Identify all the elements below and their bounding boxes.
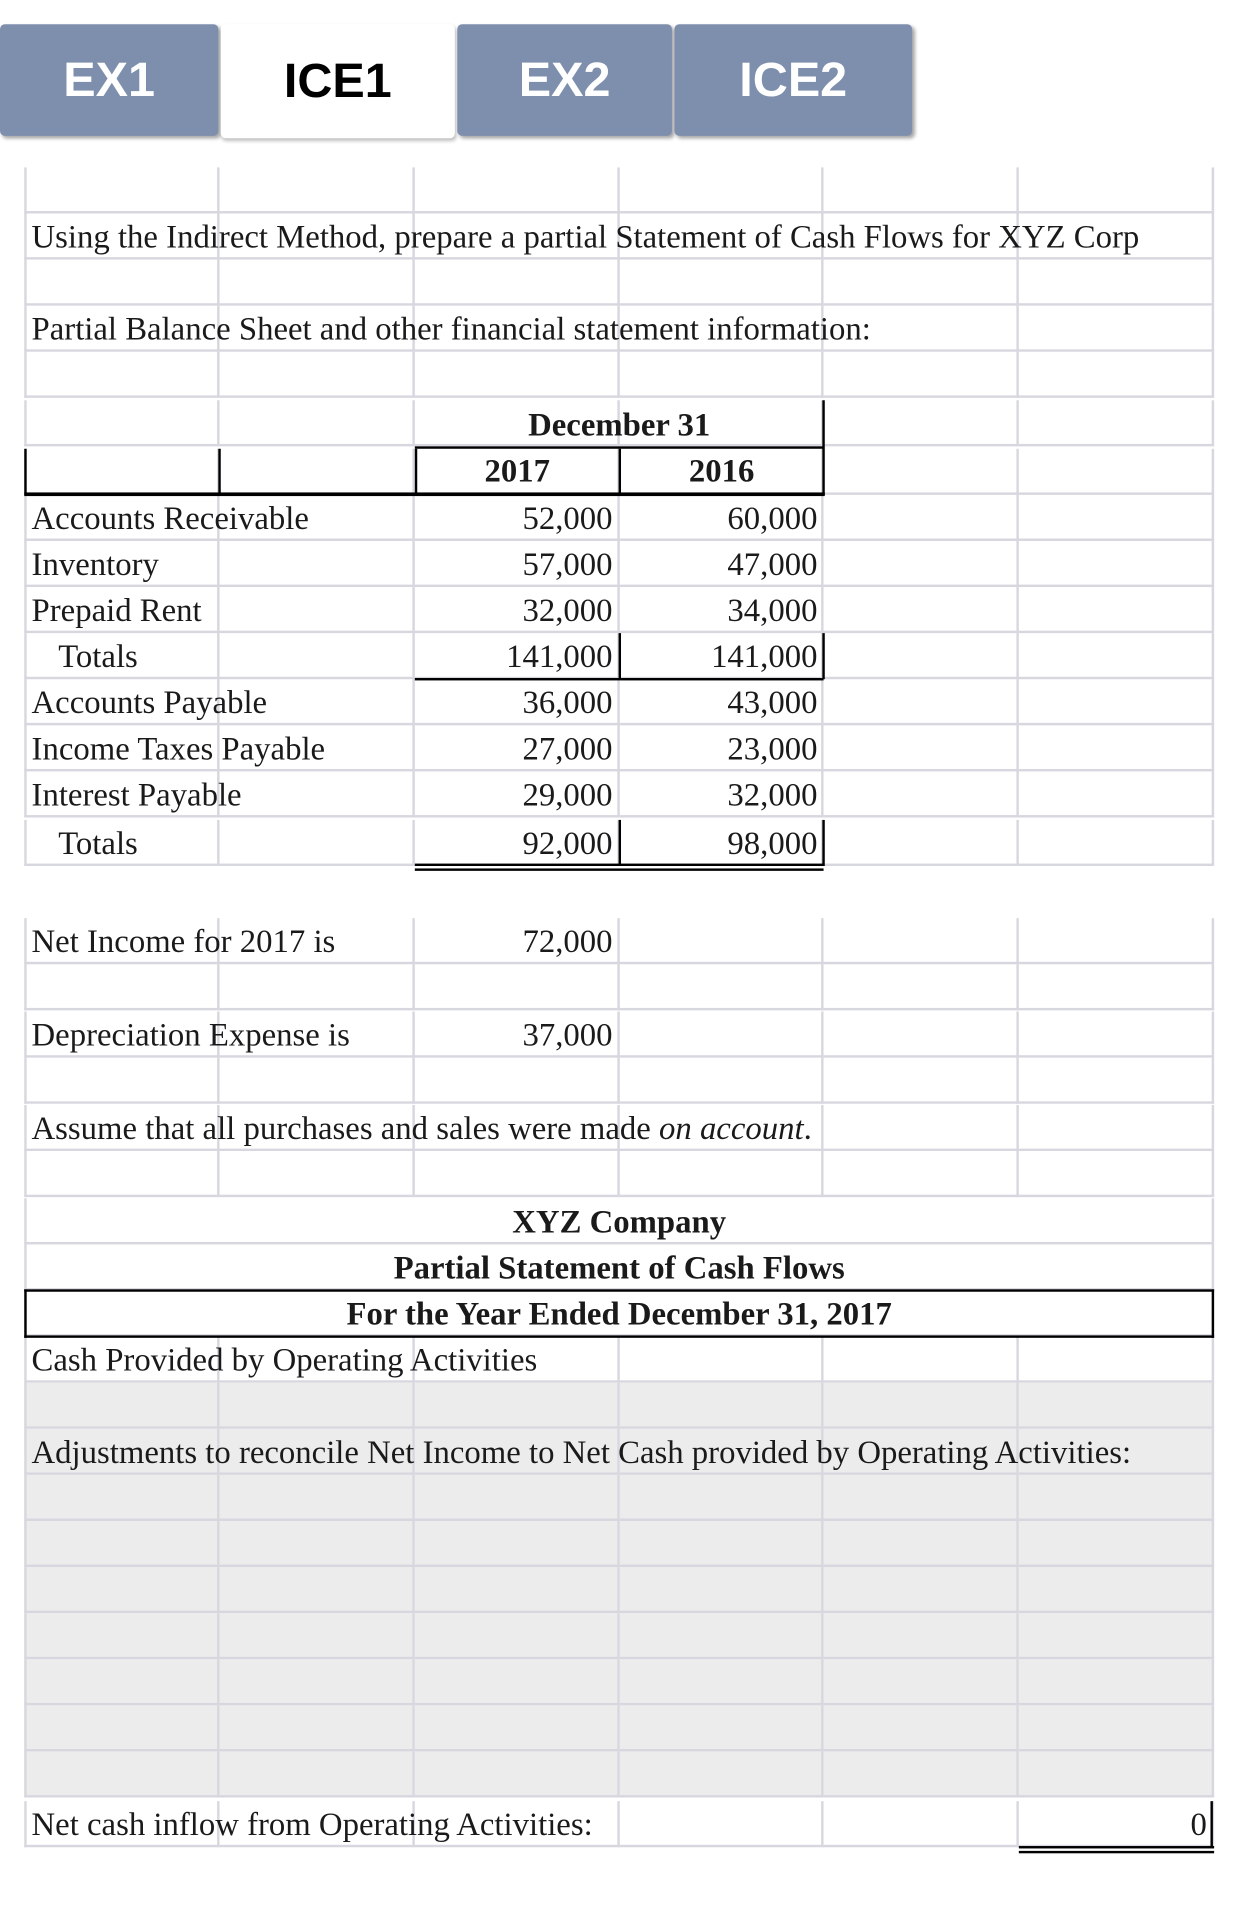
grid-cell[interactable] — [824, 1705, 1019, 1751]
grid-cell[interactable] — [220, 352, 415, 398]
grid-cell[interactable] — [1019, 679, 1214, 725]
grid-cell[interactable] — [24, 1659, 219, 1705]
depreciation-label: Depreciation Expense is — [31, 1016, 350, 1053]
net-cash-right-border — [1210, 1801, 1212, 1847]
bs-value-2016[interactable]: 60,000 — [727, 499, 818, 537]
grid-cell[interactable] — [1019, 587, 1214, 633]
grid-cell[interactable] — [824, 541, 1019, 587]
partial-bs-label: Partial Balance Sheet and other financial statement information: — [31, 310, 871, 347]
bs-value-2017[interactable]: 141,000 — [506, 637, 613, 675]
grid-cell[interactable] — [24, 167, 219, 213]
grid-cell[interactable] — [824, 1058, 1019, 1104]
grid-cell[interactable] — [1019, 352, 1214, 398]
grid-row — [24, 260, 1214, 306]
grid-cell[interactable] — [220, 1751, 415, 1797]
totals1-div — [619, 633, 621, 679]
bs-value-2016[interactable]: 32,000 — [727, 776, 818, 813]
bs-row-label: Accounts Payable — [31, 684, 268, 721]
grid-cell[interactable] — [415, 1058, 620, 1104]
grid-cell[interactable] — [24, 449, 219, 495]
grid-cell[interactable] — [1019, 633, 1214, 679]
grid-cell[interactable] — [220, 1659, 415, 1705]
grid-cell[interactable] — [220, 1567, 415, 1613]
bs-value-2017[interactable]: 57,000 — [522, 545, 613, 583]
net-income-label: Net Income for 2017 is — [31, 923, 336, 960]
bs-row-label: Interest Payable — [31, 776, 242, 813]
bs-value-2017[interactable]: 36,000 — [522, 684, 613, 721]
year-row-left-border — [24, 449, 26, 495]
grid-cell[interactable] — [1019, 1383, 1214, 1429]
tab-label: ICE2 — [739, 52, 848, 107]
totals2-div — [619, 820, 621, 866]
tab-ice2[interactable] — [674, 24, 912, 136]
grid-cell[interactable] — [1019, 820, 1214, 866]
grid-row — [24, 1705, 1214, 1751]
grid-cell[interactable] — [24, 1058, 219, 1104]
grid-cell[interactable] — [824, 1751, 1019, 1797]
grid-cell[interactable] — [415, 1751, 620, 1797]
grid-cell[interactable] — [620, 1151, 824, 1197]
bs-value-2016[interactable]: 34,000 — [727, 591, 818, 629]
grid-cell[interactable] — [220, 587, 415, 633]
grid-cell[interactable] — [824, 260, 1019, 306]
grid-row — [24, 1058, 1214, 1104]
grid-cell[interactable] — [24, 400, 219, 446]
grid-cell[interactable] — [620, 1058, 824, 1104]
grid-cell[interactable] — [24, 1613, 219, 1659]
dec31-header: December 31 — [528, 406, 711, 443]
grid-cell[interactable] — [1019, 306, 1214, 352]
bs-row-label: Totals — [58, 824, 138, 862]
grid-row — [24, 1521, 1214, 1567]
tab-label: ICE1 — [283, 53, 392, 108]
grid-cell[interactable] — [824, 1567, 1019, 1613]
grid-cell[interactable] — [24, 1751, 219, 1797]
totals2-double-2 — [415, 868, 824, 870]
period-right-border — [1212, 1289, 1214, 1338]
grid-cell[interactable] — [415, 1659, 620, 1705]
period-top-border — [24, 1289, 1214, 1291]
grid-row — [24, 1751, 1214, 1797]
grid-cell[interactable] — [824, 1475, 1019, 1521]
grid-cell[interactable] — [24, 1383, 219, 1429]
grid-cell[interactable] — [1019, 964, 1214, 1010]
period-bottom-border — [24, 1335, 1214, 1337]
grid-cell[interactable] — [1019, 1151, 1214, 1197]
adjustments-label: Adjustments to reconcile Net Income to Net Cash provided by Operating Activities: — [31, 1433, 1132, 1471]
grid-cell[interactable] — [1019, 1521, 1214, 1567]
grid-row — [24, 1383, 1214, 1429]
grid-cell[interactable] — [220, 1521, 415, 1567]
tab-ex1[interactable] — [0, 24, 218, 136]
grid-cell[interactable] — [620, 964, 824, 1010]
assumption-note — [32, 1105, 812, 1151]
bs-value-2016[interactable]: 141,000 — [711, 637, 818, 675]
grid-cell[interactable] — [24, 352, 219, 398]
grid-cell[interactable] — [620, 352, 824, 398]
grid-cell[interactable] — [1019, 449, 1214, 495]
grid-cell[interactable] — [824, 1012, 1019, 1058]
grid-cell[interactable] — [24, 1151, 219, 1197]
grid-cell[interactable] — [220, 541, 415, 587]
grid-row — [24, 1613, 1214, 1659]
grid-cell[interactable] — [220, 1475, 415, 1521]
grid-cell[interactable] — [824, 725, 1019, 771]
grid-cell[interactable] — [1019, 541, 1214, 587]
grid-cell[interactable] — [824, 1151, 1019, 1197]
grid-cell[interactable] — [620, 1567, 824, 1613]
grid-cell[interactable] — [415, 1383, 620, 1429]
grid-cell[interactable] — [220, 964, 415, 1010]
year-row-divider-2 — [415, 449, 417, 495]
grid-cell[interactable] — [1019, 400, 1214, 446]
grid-cell[interactable] — [620, 918, 824, 964]
grid-cell[interactable] — [24, 260, 219, 306]
bs-value-2017[interactable]: 52,000 — [522, 499, 613, 537]
grid-cell[interactable] — [824, 400, 1019, 446]
grid-row — [24, 1659, 1214, 1705]
grid-cell[interactable] — [220, 1613, 415, 1659]
grid-cell[interactable] — [1019, 918, 1214, 964]
net-income-value[interactable]: 72,000 — [522, 923, 613, 960]
grid-cell[interactable] — [1019, 771, 1214, 817]
grid-cell[interactable] — [824, 1383, 1019, 1429]
year-2017-header: 2017 — [484, 452, 551, 489]
tab-label: EX2 — [518, 52, 611, 107]
grid-cell[interactable] — [620, 1613, 824, 1659]
grid-cell[interactable] — [220, 260, 415, 306]
grid-cell[interactable] — [620, 1659, 824, 1705]
grid-cell[interactable] — [824, 1801, 1019, 1847]
depreciation-value[interactable]: 37,000 — [522, 1016, 613, 1053]
grid-cell[interactable] — [415, 260, 620, 306]
grid-cell[interactable] — [620, 1012, 824, 1058]
grid-cell[interactable] — [824, 587, 1019, 633]
grid-cell[interactable] — [620, 1751, 824, 1797]
statement-company: XYZ Company — [512, 1203, 727, 1240]
bs-row-label: Totals — [58, 637, 138, 675]
grid-cell[interactable] — [220, 771, 415, 817]
grid-cell[interactable] — [415, 1567, 620, 1613]
grid-cell[interactable] — [24, 1475, 219, 1521]
net-cash-double-1 — [1019, 1846, 1214, 1848]
tab-label: EX1 — [63, 52, 156, 107]
grid-row — [24, 964, 1214, 1010]
bs-row-label: Inventory — [31, 545, 159, 583]
grid-cell[interactable] — [24, 1705, 219, 1751]
grid-cell[interactable] — [824, 964, 1019, 1010]
grid-cell[interactable] — [824, 679, 1019, 725]
grid-row — [24, 1567, 1214, 1613]
tab-ice1[interactable] — [221, 24, 455, 138]
net-cash-double-2 — [1019, 1851, 1214, 1853]
grid-cell[interactable] — [824, 495, 1019, 541]
tab-ex2[interactable] — [457, 24, 672, 136]
grid-cell[interactable] — [824, 1337, 1019, 1383]
grid-cell[interactable] — [824, 820, 1019, 866]
totals2-double-1 — [415, 864, 824, 866]
bs-value-2017[interactable]: 29,000 — [522, 776, 613, 813]
grid-cell[interactable] — [415, 1613, 620, 1659]
operating-label: Cash Provided by Operating Activities — [31, 1341, 538, 1378]
grid-cell[interactable] — [824, 352, 1019, 398]
year-row-divider — [218, 449, 220, 495]
statement-period: For the Year Ended December 31, 2017 — [346, 1295, 892, 1332]
grid-cell[interactable] — [824, 771, 1019, 817]
grid-cell[interactable] — [824, 1613, 1019, 1659]
year-2016-header: 2016 — [688, 452, 755, 489]
totals2-right — [822, 820, 824, 866]
grid-cell[interactable] — [220, 1151, 415, 1197]
net-cash-label: Net cash inflow from Operating Activities: — [31, 1806, 593, 1843]
grid-row — [24, 1151, 1214, 1197]
grid-row — [24, 1475, 1214, 1521]
grid-cell[interactable] — [415, 1475, 620, 1521]
grid-cell[interactable] — [620, 1705, 824, 1751]
bs-value-2016[interactable]: 47,000 — [727, 545, 818, 583]
grid-cell[interactable] — [415, 1151, 620, 1197]
grid-cell[interactable] — [1019, 260, 1214, 306]
grid-cell[interactable] — [220, 1705, 415, 1751]
grid-cell[interactable] — [220, 400, 415, 446]
statement-title: Partial Statement of Cash Flows — [393, 1249, 845, 1286]
grid-cell[interactable] — [824, 633, 1019, 679]
grid-cell[interactable] — [24, 964, 219, 1010]
grid-cell[interactable] — [415, 352, 620, 398]
grid-cell[interactable] — [824, 1105, 1019, 1151]
grid-row — [24, 352, 1214, 398]
grid-cell[interactable] — [1019, 725, 1214, 771]
grid-cell[interactable] — [824, 449, 1019, 495]
grid-cell[interactable] — [620, 1521, 824, 1567]
grid-cell[interactable] — [1019, 1751, 1214, 1797]
grid-cell[interactable] — [620, 1475, 824, 1521]
grid-cell[interactable] — [824, 1521, 1019, 1567]
instruction-text: Using the Indirect Method, prepare a partial Statement of Cash Flows for XYZ Corp — [31, 218, 1140, 255]
grid-cell[interactable] — [620, 1337, 824, 1383]
grid-cell[interactable] — [415, 1521, 620, 1567]
period-left-border — [24, 1289, 26, 1338]
grid-cell[interactable] — [1019, 1337, 1214, 1383]
grid-cell[interactable] — [220, 1383, 415, 1429]
year-row-bottom-border — [24, 492, 825, 496]
bs-row-label: Income Taxes Payable — [31, 730, 326, 767]
grid-cell[interactable] — [1019, 167, 1214, 213]
grid-cell[interactable] — [1019, 1058, 1214, 1104]
bs-value-2017[interactable]: 27,000 — [522, 730, 613, 767]
bs-row-label: Prepaid Rent — [31, 591, 202, 629]
grid-cell[interactable] — [620, 260, 824, 306]
grid-cell[interactable] — [1019, 1012, 1214, 1058]
bs-value-2017[interactable]: 92,000 — [522, 824, 613, 862]
grid-cell[interactable] — [1019, 1613, 1214, 1659]
grid-cell[interactable] — [220, 167, 415, 213]
grid-cell[interactable] — [1019, 495, 1214, 541]
year-row-divider-3 — [619, 449, 621, 495]
grid-cell[interactable] — [1019, 1659, 1214, 1705]
grid-cell[interactable] — [220, 449, 415, 495]
bs-value-2016[interactable]: 23,000 — [727, 730, 818, 767]
bs-row-label: Accounts Receivable — [31, 499, 309, 537]
grid-cell[interactable] — [220, 1058, 415, 1104]
grid-cell[interactable] — [620, 167, 824, 213]
bs-value-2016[interactable]: 98,000 — [727, 824, 818, 862]
bs-value-2016[interactable]: 43,000 — [727, 684, 818, 721]
net-cash-value[interactable]: 0 — [1190, 1806, 1207, 1843]
grid-cell[interactable] — [1019, 1105, 1214, 1151]
grid-cell[interactable] — [24, 1521, 219, 1567]
assume-text: Assume that all purchases and sales were made — [31, 1109, 660, 1147]
header-right-border — [822, 400, 824, 495]
bs-value-2017[interactable]: 32,000 — [522, 591, 613, 629]
grid-cell[interactable] — [1019, 1705, 1214, 1751]
grid-row — [24, 167, 1214, 213]
assume-suffix: . — [803, 1109, 812, 1147]
grid-cell[interactable] — [824, 1659, 1019, 1705]
grid-cell[interactable] — [1019, 1475, 1214, 1521]
grid-cell[interactable] — [620, 1383, 824, 1429]
grid-cell[interactable] — [220, 633, 415, 679]
grid-cell[interactable] — [824, 167, 1019, 213]
grid-cell[interactable] — [415, 167, 620, 213]
grid-cell[interactable] — [1019, 1567, 1214, 1613]
assume-italic: on account — [659, 1109, 804, 1147]
sheet-tab-bar — [0, 0, 1242, 143]
grid-cell[interactable] — [24, 1567, 219, 1613]
grid-cell[interactable] — [415, 1705, 620, 1751]
grid-cell[interactable] — [620, 1801, 824, 1847]
totals1-right — [822, 633, 824, 679]
grid-cell[interactable] — [824, 918, 1019, 964]
grid-cell[interactable] — [220, 820, 415, 866]
grid-cell[interactable] — [415, 964, 620, 1010]
